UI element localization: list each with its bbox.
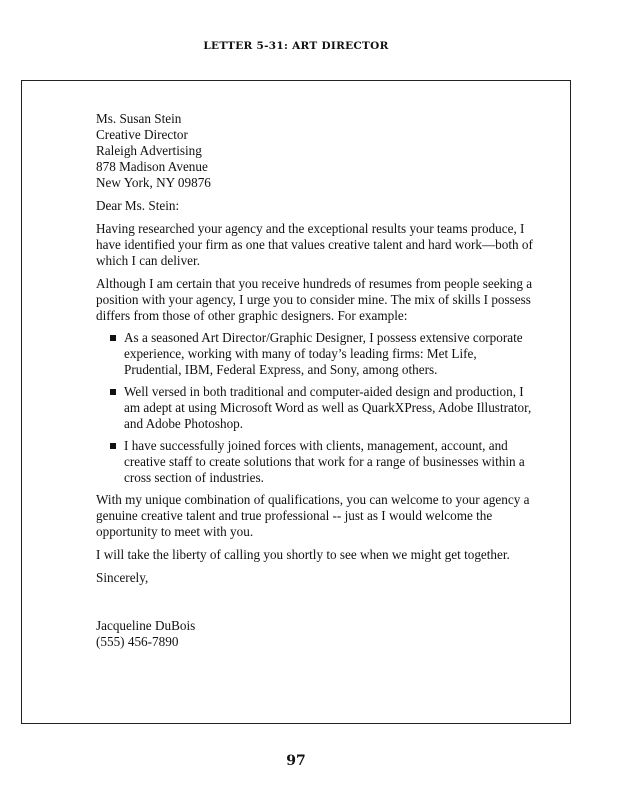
page-header-title: LETTER 5-31: ART DIRECTOR: [203, 40, 389, 52]
list-item-text: As a seasoned Art Director/Graphic Designer, I possess extensive corporate experience, working with many of today’s leading firms: Met Life, Prudential, IBM, Federal Express, and Sony, among others.: [124, 330, 523, 377]
list-item: [96, 438, 536, 486]
recipient-street: 878 Madison Avenue: [96, 159, 208, 174]
recipient-title: Creative Director: [96, 127, 188, 142]
recipient-name: Ms. Susan Stein: [96, 111, 182, 126]
paragraph-intro: Having researched your agency and the exceptional results your teams produce, I have identified your firm as one that values creative talent and hard work—both of which I can deliver.: [96, 221, 533, 268]
salutation: Dear Ms. Stein:: [96, 198, 180, 213]
list-item: [96, 330, 536, 378]
closing: Sincerely,: [96, 570, 149, 585]
signature-name: Jacqueline DuBois: [96, 618, 196, 633]
list-item-text: I have successfully joined forces with clients, management, account, and creative staff to create solutions that work for a range of businesses within a cross section of industries.: [124, 438, 525, 485]
signature-block: [96, 618, 536, 650]
letter-body: [96, 111, 536, 650]
list-item: [96, 384, 536, 432]
square-bullet-icon: [110, 389, 116, 395]
signature-phone: (555) 456-7890: [96, 634, 179, 649]
list-item-text: Well versed in both traditional and computer-aided design and production, I am adept at using Microsoft Word as well as QuarkXPress, Adobe Illustrator, and Adobe Photoshop.: [124, 384, 532, 431]
square-bullet-icon: [110, 335, 116, 341]
paragraph-qualifications: With my unique combination of qualifications, you can welcome to your agency a genuine creative talent and true professional -- just as I would welcome the opportunity to meet with you.: [96, 492, 530, 539]
recipient-company: Raleigh Advertising: [96, 143, 202, 158]
recipient-city-state-zip: New York, NY 09876: [96, 175, 211, 190]
paragraph-follow-up: I will take the liberty of calling you shortly to see when we might get together.: [96, 547, 510, 562]
square-bullet-icon: [110, 443, 116, 449]
skills-list: [96, 330, 536, 486]
paragraph-skills: Although I am certain that you receive hundreds of resumes from people seeking a position with your agency, I urge you to consider mine. The mix of skills I possess differs from those of other graphic designers. For example:: [96, 276, 533, 323]
page-number: 97: [286, 753, 306, 769]
recipient-address: [96, 111, 536, 191]
